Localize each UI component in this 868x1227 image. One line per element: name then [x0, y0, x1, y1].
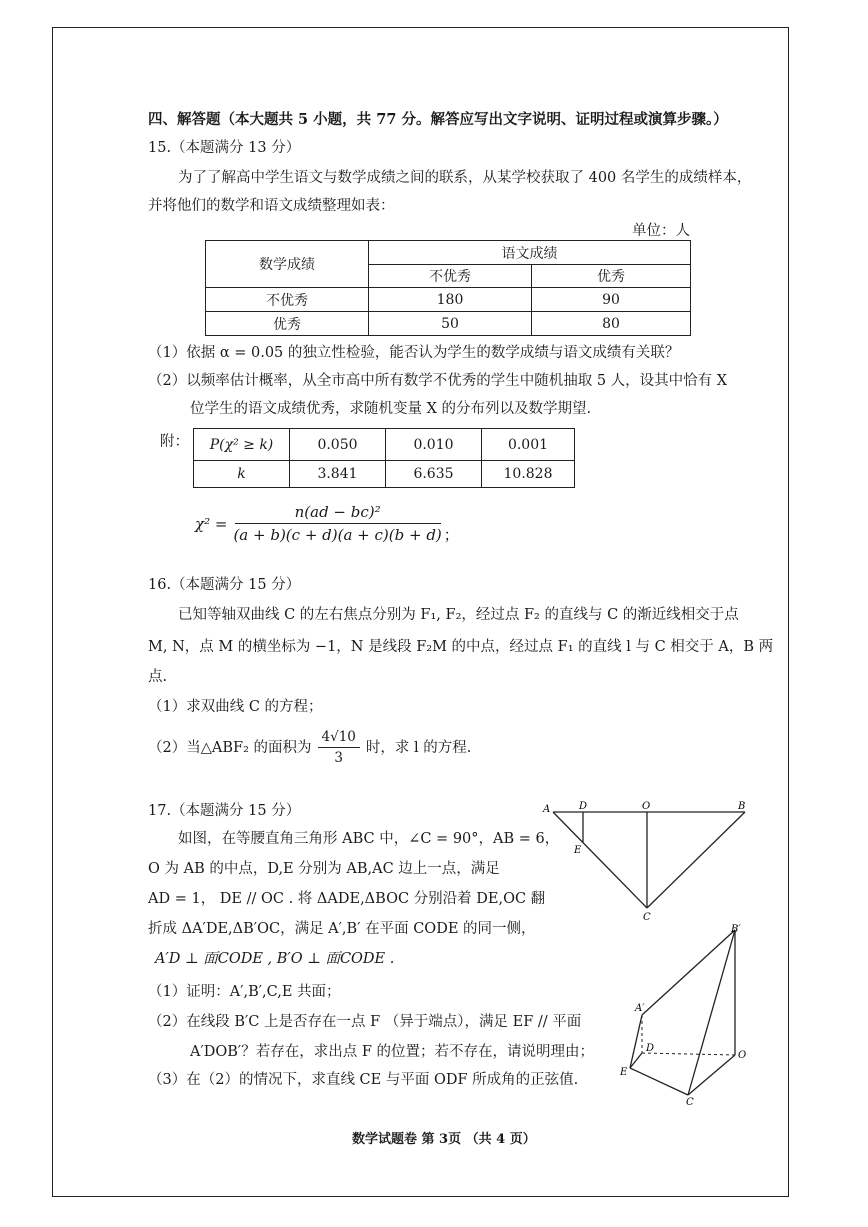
q15-part2-line2: 位学生的语文成绩优秀，求随机变量 X 的分布列以及数学期望.	[190, 401, 592, 417]
cell-value: 180	[369, 288, 532, 312]
segment-b-a	[642, 930, 735, 1015]
q17-line1: 如图，在等腰直角三角形 ABC 中，∠C = 90°，AB = 6，	[178, 831, 560, 847]
row-label: 优秀	[206, 312, 369, 336]
q15-header: 15.（本题满分 13 分）	[148, 140, 301, 156]
label-b: B	[738, 801, 746, 812]
q17-part3: （3）在（2）的情况下，求直线 CE 与平面 ODF 所成角的正弦值.	[148, 1072, 579, 1088]
label-b-prime: B′	[731, 924, 741, 935]
area-fraction	[318, 727, 360, 768]
label-c: C	[643, 912, 651, 923]
q17-header: 17.（本题满分 15 分）	[148, 803, 301, 819]
q15-intro-line1: 为了了解高中学生语文与数学成绩之间的联系，从某学校获取了 400 名学生的成绩样本，	[178, 170, 752, 186]
q16-header: 16.（本题满分 15 分）	[148, 577, 301, 593]
p-value: 0.001	[482, 429, 575, 461]
label-e2: E	[620, 1067, 628, 1078]
folded-solid-figure	[610, 920, 760, 1110]
p-value: 0.010	[386, 429, 482, 461]
segment-b-c	[688, 930, 735, 1095]
q15-part1: （1）依据 α = 0.05 的独立性检验，能否认为学生的数学成绩与语文成绩有关联？	[148, 345, 680, 361]
formula-numerator: n(ad − bc)²	[235, 503, 441, 524]
q15-part2-line1: （2）以频率估计概率，从全市高中所有数学不优秀的学生中随机抽取 5 人，设其中恰有 X	[148, 373, 728, 389]
formula-denominator: (a + b)(c + d)(a + c)(b + d)	[233, 526, 442, 544]
ref-row-header-k: k	[194, 461, 290, 488]
appendix-label: 附：	[160, 434, 189, 450]
formula-lhs: χ² =	[195, 514, 228, 533]
q16-line2: M, N，点 M 的横坐标为 −1，N 是线段 F₂M 的中点，经过点 F₁ 的直线 l 与 C 相交于 A，B 两	[148, 639, 774, 655]
q17-part2-line2: A′DOB′？若存在，求出点 F 的位置；若不存在，请说明理由；	[190, 1044, 595, 1060]
triangle-figure	[535, 800, 760, 925]
k-value: 10.828	[482, 461, 575, 488]
label-e: E	[574, 845, 582, 856]
q16-line3: 点.	[148, 669, 168, 685]
segment-e-c	[630, 1068, 688, 1095]
chi-square-formula	[195, 502, 459, 545]
q16-part2	[148, 727, 471, 768]
label-a-prime: A′	[635, 1003, 645, 1014]
q17-line4: 折成 ΔA′DE,ΔB′OC，满足 A′,B′ 在平面 CODE 的同一侧，	[148, 921, 536, 937]
table-row	[206, 288, 691, 312]
section-title: 四、解答题（本大题共 5 小题，共 77 分。解答应写出文字说明、证明过程或演算步骤。）	[148, 111, 728, 128]
label-o2: O	[738, 1050, 747, 1061]
k-value: 3.841	[290, 461, 386, 488]
row-label: 不优秀	[206, 288, 369, 312]
q15-data-table	[205, 240, 691, 336]
segment-d-o-hidden	[642, 1053, 735, 1055]
p-value: 0.050	[290, 429, 386, 461]
q16-part1: （1）求双曲线 C 的方程；	[148, 699, 323, 715]
segment-bc	[647, 812, 745, 908]
table-row	[206, 312, 691, 336]
label-d2: D	[646, 1043, 655, 1054]
label-d: D	[579, 801, 588, 812]
table-col-header-2: 优秀	[532, 265, 691, 288]
cell-value: 50	[369, 312, 532, 336]
q17-line3: AD = 1， DE // OC . 将 ΔADE,ΔBOC 分别沿着 DE,OC 翻	[148, 891, 546, 907]
formula-fraction	[233, 503, 441, 544]
q15-unit: 单位：人	[632, 223, 690, 239]
label-c2: C	[686, 1097, 694, 1108]
ref-row-header-p: P(χ² ≥ k)	[194, 429, 290, 461]
q16-part2-pre: （2）当△ABF₂ 的面积为	[148, 739, 312, 756]
k-value: 6.635	[386, 461, 482, 488]
segment-ac	[553, 812, 647, 908]
area-denominator: 3	[334, 750, 343, 766]
chi-square-reference-table	[193, 428, 575, 488]
q17-line5: A′D ⊥ 面CODE , B′O ⊥ 面CODE .	[155, 951, 395, 967]
page-footer: 数学试题卷 第 3页 （共 4 页）	[352, 1132, 536, 1147]
segment-o-c	[688, 1055, 735, 1095]
q15-intro-line2: 并将他们的数学和语文成绩整理如表：	[148, 198, 395, 214]
q16-line1: 已知等轴双曲线 C 的左右焦点分别为 F₁, F₂，经过点 F₂ 的直线与 C 的渐近线相交于点	[178, 607, 739, 623]
q17-part2-line1: （2）在线段 B′C 上是否存在一点 F （异于端点），满足 EF // 平面	[148, 1014, 582, 1030]
cell-value: 80	[532, 312, 691, 336]
table-row-header: 数学成绩	[206, 241, 369, 288]
q17-line2: O 为 AB 的中点，D,E 分别为 AB,AC 边上一点，满足	[148, 861, 500, 877]
label-o: O	[642, 801, 651, 812]
formula-end: ；	[443, 526, 459, 544]
label-a: A	[543, 804, 551, 815]
area-numerator: 4√10	[318, 727, 360, 748]
table-group-header: 语文成绩	[369, 241, 691, 265]
cell-value: 90	[532, 288, 691, 312]
table-col-header-1: 不优秀	[369, 265, 532, 288]
q16-part2-post: 时，求 l 的方程.	[365, 739, 472, 756]
q17-part1: （1）证明：A′,B′,C,E 共面；	[148, 984, 341, 1000]
